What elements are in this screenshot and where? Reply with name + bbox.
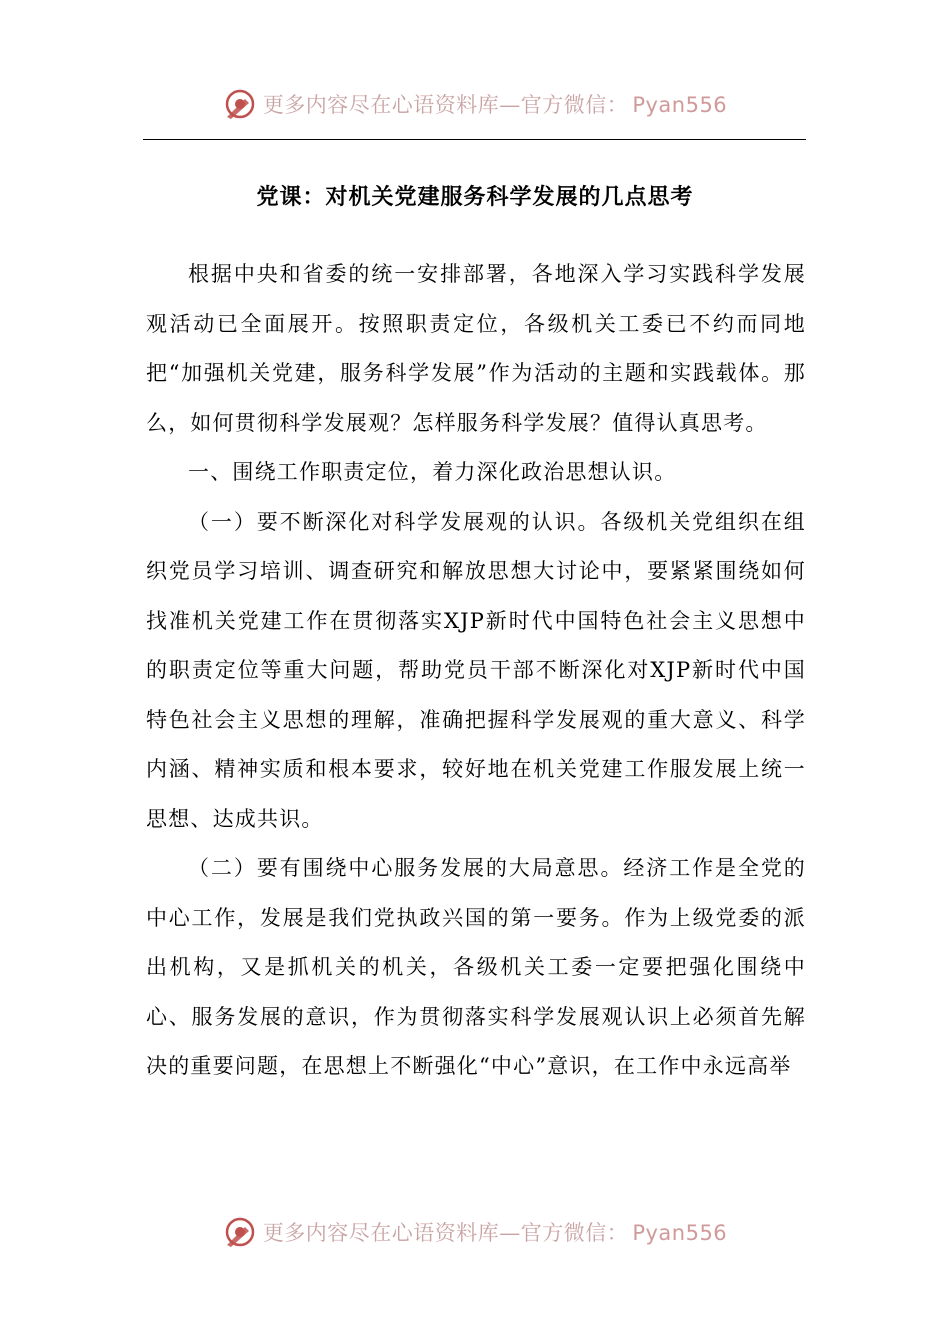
header-watermark: [0, 84, 950, 124]
wechat-id: Pyan556: [632, 1221, 728, 1245]
document-title: 党课：对机关党建服务科学发展的几点思考: [256, 184, 694, 210]
footer-watermark: [0, 1212, 950, 1252]
wechat-id: Pyan556: [632, 93, 728, 117]
watermark-text: 更多内容尽在心语资料库—官方微信： Pyan556: [262, 93, 728, 117]
paragraph-point-1: （一）要不断深化对科学发展观的认识。各级机关党组织在组织党员学习培训、调查研究和解放思想大讨论中，要紧紧围绕如何找准机关党建工作在贯彻落实XJP新时代中国特色社会主义思想中的职责定位等重大问题，帮助党员干部不断深化对XJP新时代中国特色社会主义思想的理解，准确把握科学发展观的重大意义、科学内涵、精神实质和根本要求，较好地在机关党建工作服发展上统一思想、达成共识。: [146, 509, 806, 831]
paragraph-point-2: （二）要有围绕中心服务发展的大局意思。经济工作是全党的中心工作，发展是我们党执政兴国的第一要务。作为上级党委的派出机构，又是抓机关的机关，各级机关工委一定要把强化围绕中心、服务发展的意识，作为贯彻落实科学发展观认识上必须首先解决的重要问题，在思想上不断强化“中心”意识，在工作中永远高举: [146, 856, 806, 1078]
watermark-text: 更多内容尽在心语资料库—官方微信： Pyan556: [262, 1221, 728, 1245]
section-heading-1: 一、围绕工作职责定位，着力深化政治思想认识。: [188, 460, 677, 484]
document-body: [146, 250, 806, 1092]
pen-logo-icon: [223, 1215, 257, 1249]
paragraph-intro: 根据中央和省委的统一安排部署，各地深入学习实践科学发展观活动已全面展开。按照职责定位，各级机关工委已不约而同地把“加强机关党建，服务科学发展”作为活动的主题和实践载体。那么，如何贯彻科学发展观？怎样服务科学发展？值得认真思考。: [146, 262, 806, 435]
header-divider: [143, 139, 806, 140]
pen-logo-icon: [223, 87, 257, 121]
